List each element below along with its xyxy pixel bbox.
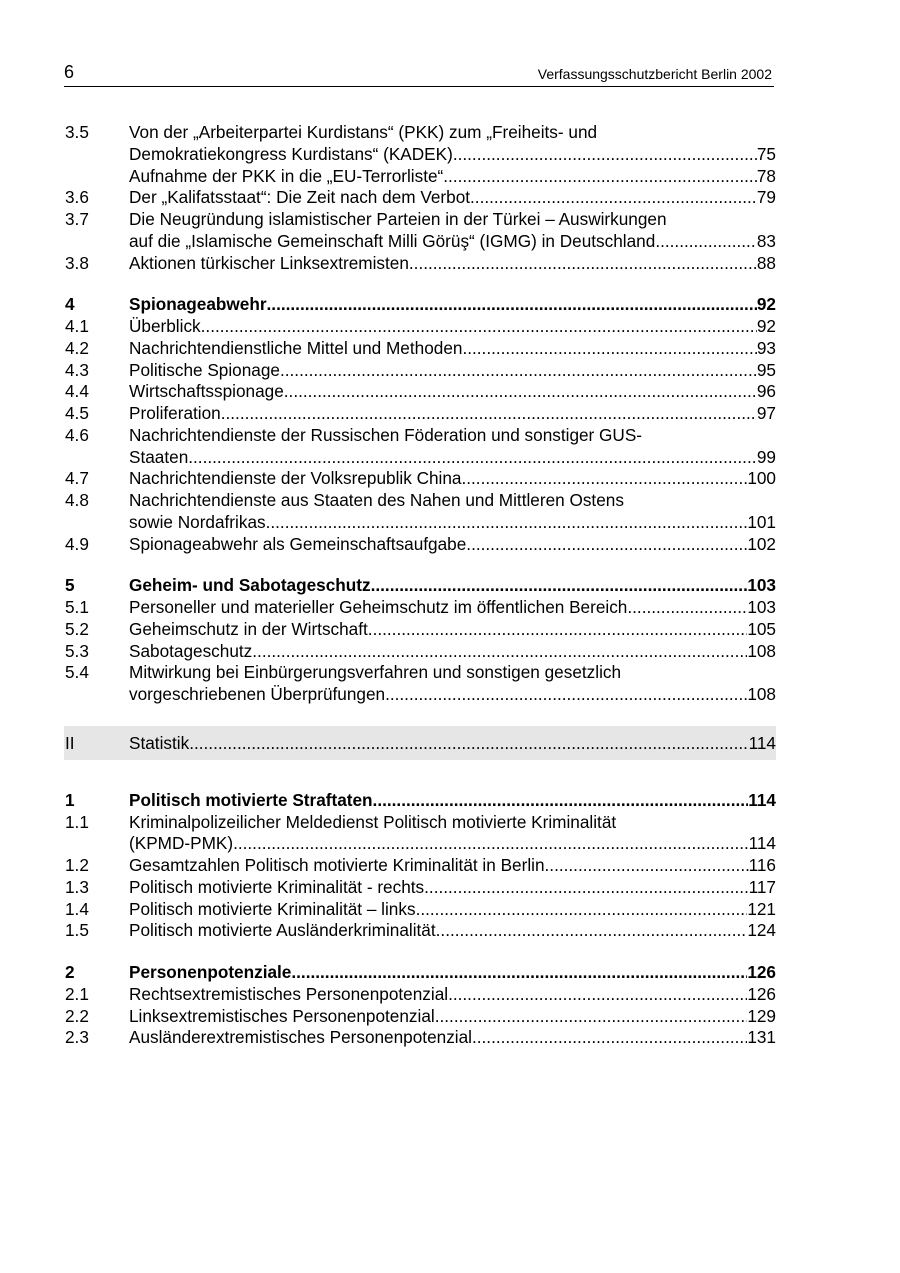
toc-entry-title: Personeller und materieller Geheimschutz im öffentlichen Bereich <box>129 597 628 617</box>
toc-entry-number: 4.3 <box>65 359 89 380</box>
toc-section-5 <box>64 575 776 706</box>
toc-leader-dots <box>284 381 757 403</box>
toc-leader-dots <box>448 984 747 1006</box>
toc-entry[interactable] <box>64 187 776 209</box>
toc-entry[interactable] <box>64 403 776 425</box>
toc-entry[interactable] <box>64 144 776 166</box>
toc-entry[interactable] <box>64 812 776 834</box>
toc-entry-title: Aktionen türkischer Linksextremisten <box>129 252 409 273</box>
header-rule <box>64 86 774 87</box>
toc-entry-page: 131 <box>747 1027 776 1048</box>
toc-entry-page: 121 <box>747 898 776 919</box>
page-number: 6 <box>64 62 75 82</box>
toc-entry-page: 79 <box>756 187 776 208</box>
toc-entry[interactable] <box>64 381 776 403</box>
toc-entry-number: 4.8 <box>65 490 89 510</box>
toc-entry[interactable] <box>64 641 776 663</box>
toc-entry-page: 92 <box>756 294 776 315</box>
toc-entry-page: 101 <box>747 511 776 532</box>
toc-leader-dots <box>416 899 748 921</box>
toc-chapter-heading[interactable] <box>64 962 776 984</box>
toc-entry[interactable] <box>64 316 776 338</box>
toc-part-heading <box>64 726 776 760</box>
toc-entry-page: 97 <box>756 403 776 423</box>
toc-entry[interactable] <box>64 877 776 899</box>
toc-leader-dots <box>188 447 757 469</box>
toc-entry-title: Spionageabwehr <box>129 294 267 315</box>
toc-entry-number: 3.7 <box>65 209 89 229</box>
toc-entry[interactable] <box>64 360 776 382</box>
toc-leader-dots <box>373 790 749 812</box>
toc-entry-page: 117 <box>748 876 776 897</box>
toc-entry[interactable] <box>64 468 776 490</box>
toc-leader-dots <box>280 360 757 382</box>
toc-leader-dots <box>462 338 756 360</box>
toc-entry-number: 3.6 <box>65 187 89 208</box>
toc-entry[interactable] <box>64 425 776 447</box>
toc-section-4 <box>64 294 776 555</box>
toc-entry-page: 95 <box>756 359 776 380</box>
toc-entry-page: 126 <box>747 962 776 982</box>
toc-entry[interactable] <box>64 899 776 921</box>
toc-entry-number: 1.3 <box>65 876 89 897</box>
toc-entry-page: 105 <box>747 618 776 639</box>
toc-entry[interactable] <box>64 619 776 641</box>
toc-entry-number: 2.2 <box>65 1005 89 1026</box>
toc-entry[interactable] <box>64 122 776 144</box>
toc-entry[interactable] <box>64 166 776 188</box>
toc-leader-dots <box>470 187 757 209</box>
toc-entry-title: Nachrichtendienste aus Staaten des Nahen und Mittleren Ostens <box>129 490 624 510</box>
toc-entry-number: 5.4 <box>65 662 89 683</box>
toc-entry-page: 88 <box>756 252 776 273</box>
toc-leader-dots <box>385 684 747 706</box>
toc-entry[interactable] <box>64 833 776 855</box>
toc-entry[interactable] <box>64 1027 776 1049</box>
toc-entry-page: 93 <box>756 337 776 358</box>
toc-entry-page: 103 <box>747 597 776 617</box>
toc-entry-title: (KPMD-PMK) <box>129 833 234 854</box>
toc-entry-number: 2.3 <box>65 1027 89 1048</box>
toc-entry-title: Proliferation <box>129 403 221 423</box>
toc-entry-number: 5.2 <box>65 618 89 639</box>
toc-leader-dots <box>627 597 747 619</box>
toc-entry-title: Nachrichtendienste der Volksrepublik China <box>129 468 462 489</box>
toc-leader-dots <box>472 1027 747 1049</box>
toc-entry-title: Sabotageschutz <box>129 640 253 661</box>
toc-entry[interactable] <box>64 534 776 556</box>
toc-entry-number: 1.1 <box>65 811 89 832</box>
toc-entry-title: Politisch motivierte Kriminalität – links <box>129 898 416 919</box>
toc-entry-title: Ausländerextremistisches Personenpotenzial <box>129 1027 472 1048</box>
toc-entry-page: 75 <box>756 143 776 164</box>
toc-entry-title: Geheimschutz in der Wirtschaft <box>129 618 368 639</box>
toc-entry-title: vorgeschriebenen Überprüfungen <box>129 684 386 704</box>
toc-entry-number: 1.5 <box>65 920 89 941</box>
toc-leader-dots <box>189 726 748 760</box>
toc-entry-title: Von der „Arbeiterpartei Kurdistans“ (PKK) zum „Freiheits- und <box>129 122 598 142</box>
toc-entry-title: Der „Kalifatsstaat“: Die Zeit nach dem Verbot <box>129 187 471 208</box>
toc-entry-number: 4 <box>65 294 75 315</box>
toc-entry[interactable] <box>64 726 776 760</box>
toc-entry-page: 100 <box>747 468 776 489</box>
toc-chapter-heading[interactable] <box>64 790 776 812</box>
toc-entry-page: 78 <box>756 165 776 186</box>
toc-entry[interactable] <box>64 597 776 619</box>
toc-entry-page: 116 <box>748 855 776 875</box>
toc-entry-number: 4.1 <box>65 316 89 336</box>
toc-chapter-heading[interactable] <box>64 294 776 316</box>
toc-entry[interactable] <box>64 920 776 942</box>
toc-leader-dots <box>252 641 747 663</box>
toc-entry-number: 4.9 <box>65 533 89 554</box>
toc-section-1 <box>64 790 776 942</box>
toc-entry-number: 3.5 <box>65 122 89 142</box>
toc-entry-page: 102 <box>747 533 776 554</box>
page-title: Verfassungsschutzbericht Berlin 2002 <box>537 66 772 82</box>
toc-entry[interactable] <box>64 1006 776 1028</box>
toc-entry-page: 124 <box>747 920 776 941</box>
toc-entry-page: 114 <box>748 789 776 810</box>
toc-entry-title: Nachrichtendienste der Russischen Föderation und sonstiger GUS- <box>129 424 643 445</box>
toc-entry[interactable] <box>64 209 776 231</box>
toc-leader-dots <box>371 575 748 597</box>
toc-entry-title: auf die „Islamische Gemeinschaft Milli Görüş“ (IGMG) in Deutschland <box>129 230 656 251</box>
toc-entry-title: Politisch motivierte Ausländerkriminalität <box>129 920 436 941</box>
toc-entry-number: 4.4 <box>65 381 89 402</box>
toc-entry-number: 1 <box>65 789 75 810</box>
toc-leader-dots <box>409 253 757 275</box>
toc-leader-dots <box>424 877 748 899</box>
toc-entry-title: Mitwirkung bei Einbürgerungsverfahren und sonstigen gesetzlich <box>129 662 622 683</box>
toc-entry-title: Kriminalpolizeilicher Meldedienst Politisch motivierte Kriminalität <box>129 811 617 832</box>
toc-leader-dots <box>655 231 757 253</box>
toc-entry-title: Linksextremistisches Personenpotenzial <box>129 1005 435 1026</box>
toc-entry-number: 1.4 <box>65 898 89 919</box>
toc-entry-title: sowie Nordafrikas <box>129 511 266 532</box>
toc-entry-page: 92 <box>756 316 776 336</box>
toc-entry[interactable] <box>64 984 776 1006</box>
toc-leader-dots <box>461 468 747 490</box>
toc-entry[interactable] <box>64 231 776 253</box>
toc-leader-dots <box>291 962 747 984</box>
toc-chapter-heading[interactable] <box>64 575 776 597</box>
toc-leader-dots <box>435 1006 748 1028</box>
toc-entry-page: 103 <box>747 575 776 596</box>
toc-leader-dots <box>466 534 747 556</box>
toc-entry-title: Staaten <box>129 446 189 467</box>
toc-entry-number: 4.5 <box>65 403 89 423</box>
toc-entry-page: 99 <box>756 446 776 467</box>
toc-entry-title: Spionageabwehr als Gemeinschaftsaufgabe <box>129 533 467 554</box>
toc-entry[interactable] <box>64 253 776 275</box>
toc-entry[interactable] <box>64 855 776 877</box>
toc-leader-dots <box>443 166 757 188</box>
toc-leader-dots <box>221 403 757 425</box>
toc-entry[interactable] <box>64 447 776 469</box>
toc-entry-number: 5 <box>65 575 75 596</box>
toc-entry-page: 126 <box>747 983 776 1004</box>
toc-leader-dots <box>233 833 749 855</box>
toc-entry-page: 129 <box>747 1005 776 1026</box>
toc-entry-title: Statistik <box>129 732 190 753</box>
toc-entry-title: Überblick <box>129 316 201 336</box>
toc-section-3 <box>64 122 776 274</box>
toc-entry[interactable] <box>64 684 776 706</box>
toc-entry-number: 4.6 <box>65 424 89 445</box>
toc-entry-title: Politisch motivierte Kriminalität - rechts <box>129 876 425 897</box>
toc-entry-title: Wirtschaftsspionage <box>129 381 284 402</box>
toc-entry-page: 114 <box>748 732 776 753</box>
toc-entry-title: Nachrichtendienstliche Mittel und Methoden <box>129 337 463 358</box>
toc-section-2 <box>64 962 776 1049</box>
table-of-contents <box>64 122 776 1069</box>
toc-entry-title: Geheim- und Sabotageschutz <box>129 575 371 596</box>
toc-entry-title: Die Neugründung islamistischer Parteien in der Türkei – Auswirkungen <box>129 209 667 229</box>
toc-entry-title: Politische Spionage <box>129 359 280 380</box>
toc-entry-title: Demokratiekongress Kurdistans“ (KADEK) <box>129 143 453 164</box>
toc-entry-title: Rechtsextremistisches Personenpotenzial <box>129 983 449 1004</box>
toc-entry-number: 3.8 <box>65 252 89 273</box>
toc-leader-dots <box>266 512 748 534</box>
toc-entry-page: 83 <box>756 230 776 251</box>
toc-entry-number: 2 <box>65 962 75 982</box>
toc-entry-number: 2.1 <box>65 983 89 1004</box>
toc-entry-title: Personenpotenziale <box>129 962 292 982</box>
toc-entry-number: 5.1 <box>65 597 89 617</box>
toc-entry-page: 114 <box>748 833 776 854</box>
toc-entry-title: Politisch motivierte Straftaten <box>129 789 373 810</box>
toc-entry-number: 1.2 <box>65 855 89 875</box>
toc-entry[interactable] <box>64 490 776 512</box>
toc-leader-dots <box>545 855 749 877</box>
toc-entry-title: Aufnahme der PKK in die „EU-Terrorliste“ <box>129 165 444 186</box>
toc-entry-page: 108 <box>747 684 776 704</box>
toc-entry-number: II <box>65 732 75 753</box>
toc-leader-dots <box>436 920 748 942</box>
toc-entry-page: 96 <box>756 381 776 402</box>
toc-entry-number: 5.3 <box>65 640 89 661</box>
toc-leader-dots <box>267 294 757 316</box>
toc-entry-title: Gesamtzahlen Politisch motivierte Kriminalität in Berlin <box>129 855 545 875</box>
toc-entry[interactable] <box>64 662 776 684</box>
toc-entry[interactable] <box>64 338 776 360</box>
toc-entry-page: 108 <box>747 640 776 661</box>
toc-leader-dots <box>201 316 757 338</box>
toc-entry-number: 4.2 <box>65 337 89 358</box>
toc-entry-number: 4.7 <box>65 468 89 489</box>
toc-leader-dots <box>453 144 757 166</box>
toc-entry[interactable] <box>64 512 776 534</box>
toc-leader-dots <box>368 619 748 641</box>
